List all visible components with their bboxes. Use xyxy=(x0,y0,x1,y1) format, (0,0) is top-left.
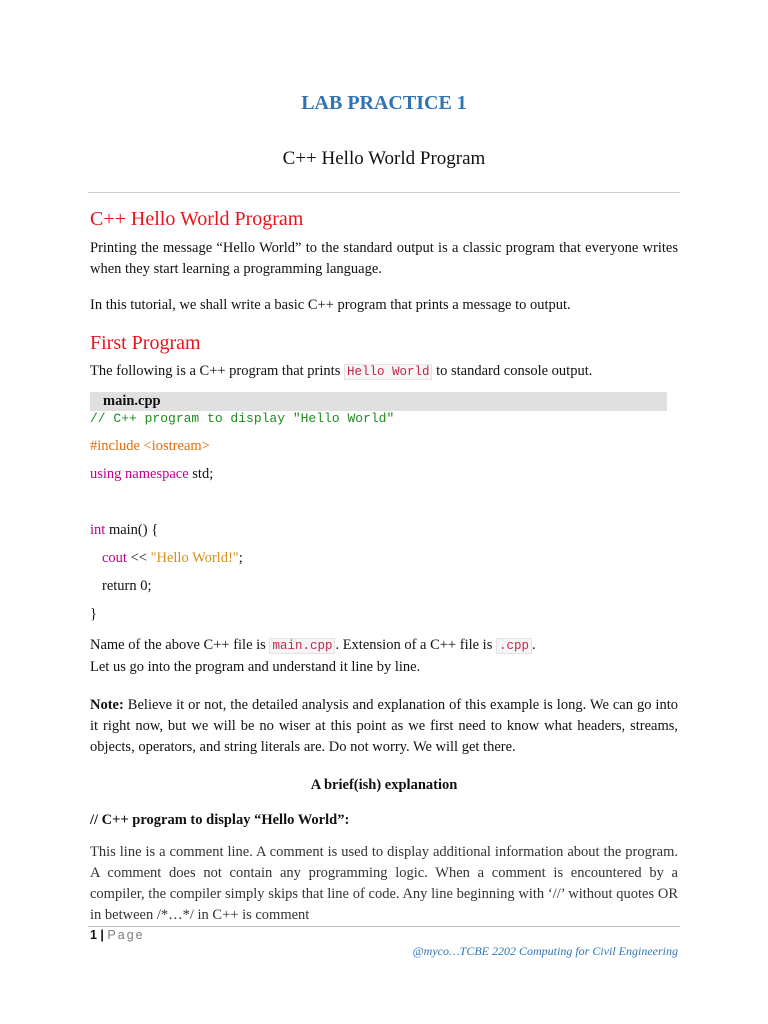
code-using-keyword: using namespace xyxy=(90,466,189,482)
footer-course: @myco…TCBE 2202 Computing for Civil Engineering xyxy=(412,944,678,958)
code-using-line xyxy=(90,466,213,483)
first-program-intro xyxy=(90,361,678,383)
code-string-literal: "Hello World!" xyxy=(150,550,239,566)
code-semicolon: ; xyxy=(238,550,243,566)
page-subtitle: C++ Hello World Program xyxy=(282,148,486,169)
intro-paragraph: Printing the message “Hello World” to the standard output is a classic program that everyone writes when they start learning a programming language. xyxy=(90,240,678,277)
intro-text-after: to standard console output. xyxy=(432,363,593,379)
page-number xyxy=(90,928,145,942)
tutorial-paragraph: In this tutorial, we shall write a basic C++ program that prints a message to output. xyxy=(90,297,571,313)
code-cout-line xyxy=(102,550,243,567)
inline-code-cpp: .cpp xyxy=(496,638,532,654)
code-include-line: #include <iostream> xyxy=(90,438,210,454)
code-cout-operator: << xyxy=(126,550,151,566)
code-close-brace: } xyxy=(90,606,97,622)
note-paragraph xyxy=(90,695,678,758)
code-return-line: return 0; xyxy=(102,578,152,594)
file-name-end: . xyxy=(532,637,536,653)
header-divider xyxy=(88,192,680,193)
page-separator: | xyxy=(96,928,108,942)
code-main-rest: main() { xyxy=(105,522,159,538)
code-filename: main.cpp xyxy=(103,393,161,409)
page-word: Page xyxy=(107,928,145,942)
code-filename-bar xyxy=(90,392,667,411)
line-by-line-text: Let us go into the program and understand it line by line. xyxy=(90,659,421,675)
section-heading-hello-world: C++ Hello World Program xyxy=(90,208,304,230)
page-title: LAB PRACTICE 1 xyxy=(301,92,467,114)
inline-code-hello-world: Hello World xyxy=(344,364,433,380)
intro-text-before: The following is a C++ program that prints xyxy=(90,363,344,379)
file-name-text: Name of the above C++ file is xyxy=(90,637,270,653)
code-using-rest: std; xyxy=(188,466,214,482)
code-int-keyword: int xyxy=(90,522,106,538)
footer-divider xyxy=(88,926,680,927)
explanation-heading: A brief(ish) explanation xyxy=(310,777,458,793)
inline-code-main-cpp: main.cpp xyxy=(269,638,335,654)
code-main-line xyxy=(90,522,158,539)
file-ext-text: . Extension of a C++ file is xyxy=(335,637,496,653)
explanation-subheading: // C++ program to display “Hello World”: xyxy=(90,812,350,828)
page-number-value: 1 xyxy=(90,928,97,942)
note-label: Note: xyxy=(90,697,124,713)
note-text: Believe it or not, the detailed analysis and explanation of this example is long. We can go into it right now, but we will be no wiser at this point as we first need to know what headers, streams, objects, operators, and string literals are. Do not worry. We will get there. xyxy=(90,697,678,755)
section-heading-first-program: First Program xyxy=(90,332,201,354)
code-cout-keyword: cout xyxy=(102,550,127,566)
explanation-paragraph: This line is a comment line. A comment is used to display additional information about the program. A comment does not contain any programming logic. When a comment is encountered by a compiler, the compiler simply skips that line of code. Any line beginning with ‘//’ without quotes OR in between /*…*/ in C++ is comment xyxy=(90,844,678,923)
file-name-paragraph xyxy=(90,635,678,678)
code-comment-line: // C++ program to display "Hello World" xyxy=(90,411,395,426)
